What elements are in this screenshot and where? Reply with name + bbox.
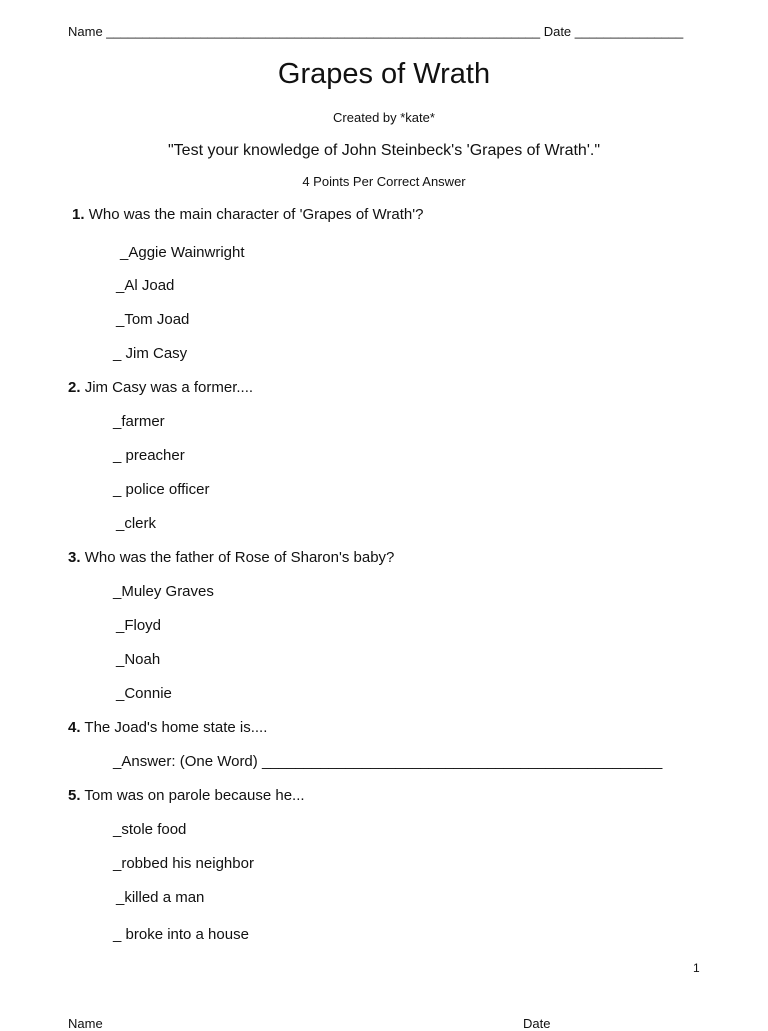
question-5 <box>68 787 305 804</box>
question-number: 2. <box>68 379 81 396</box>
answer-option[interactable]: _Connie <box>116 685 172 702</box>
creator-line: Created by *kate* <box>333 110 435 125</box>
question-text: Who was the main character of 'Grapes of Wrath'? <box>88 206 424 223</box>
question-text: Jim Casy was a former.... <box>84 379 254 396</box>
question-text: The Joad's home state is.... <box>84 719 268 736</box>
answer-option[interactable]: _ police officer <box>113 481 210 498</box>
question-text: Who was the father of Rose of Sharon's baby? <box>84 549 395 566</box>
answer-option[interactable]: _Noah <box>116 651 161 668</box>
next-page-date-label: Date <box>523 1016 551 1031</box>
answer-option[interactable]: _killed a man <box>116 889 205 906</box>
question-number: 1. <box>72 206 85 223</box>
intro-quote: "Test your knowledge of John Steinbeck's 'Grapes of Wrath'." <box>168 142 600 159</box>
question-text: Tom was on parole because he... <box>84 787 305 804</box>
points-note: 4 Points Per Correct Answer <box>302 174 466 189</box>
answer-option[interactable]: _clerk <box>116 515 157 532</box>
answer-option[interactable]: _robbed his neighbor <box>113 855 254 872</box>
answer-option[interactable]: _Floyd <box>116 617 162 634</box>
next-page-name-label: Name <box>68 1016 103 1031</box>
answer-option[interactable]: _ broke into a house <box>113 926 249 943</box>
question-4 <box>68 719 267 736</box>
question-2 <box>68 379 253 396</box>
page-number: 1 <box>693 961 700 975</box>
answer-option[interactable]: _stole food <box>113 821 187 838</box>
answer-option[interactable]: _farmer <box>113 413 165 430</box>
answer-option[interactable]: _Muley Graves <box>113 583 214 600</box>
question-number: 3. <box>68 549 81 566</box>
answer-option[interactable]: _Al Joad <box>116 277 175 294</box>
name-date-line: Name ____________________________________________________________ Date _______________ <box>68 24 684 39</box>
answer-option[interactable]: _Tom Joad <box>116 311 190 328</box>
question-3 <box>68 549 394 566</box>
answer-option[interactable]: _ Jim Casy <box>113 345 188 362</box>
worksheet-title: Grapes of Wrath <box>277 58 491 90</box>
answer-option[interactable]: _Aggie Wainwright <box>120 244 245 261</box>
answer-blank[interactable]: _Answer: (One Word) ________________________________________________ <box>113 753 663 770</box>
question-1 <box>72 206 423 223</box>
question-number: 4. <box>68 719 81 736</box>
question-number: 5. <box>68 787 81 804</box>
answer-option[interactable]: _ preacher <box>113 447 185 464</box>
